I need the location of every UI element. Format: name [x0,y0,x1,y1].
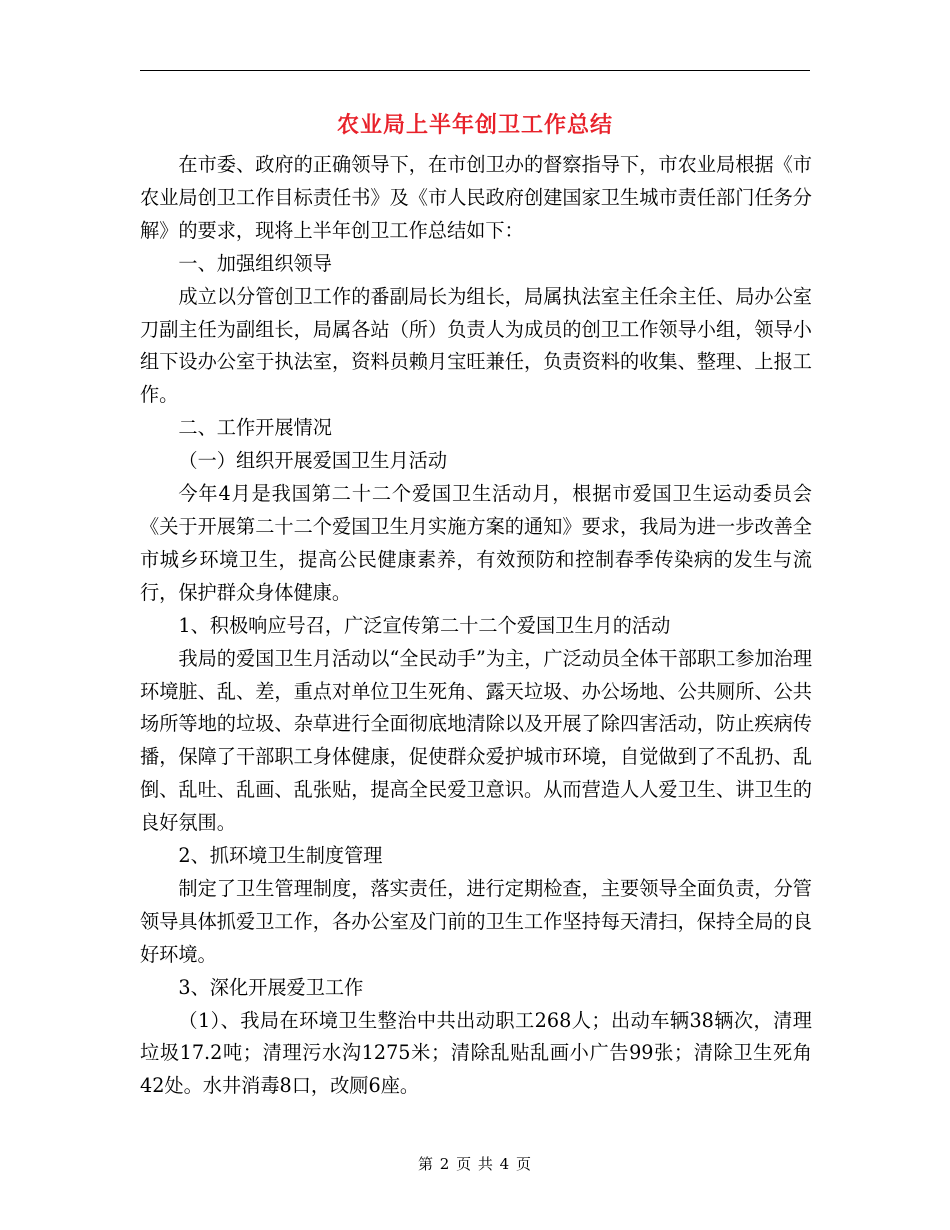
section-heading-2: 二、工作开展情况 [178,416,332,440]
body-paragraph: （1）、我局在环境卫生整治中共出动职工268人；出动车辆38辆次，清理垃圾17.2吨；清理污水沟1275米；清除乱贴乱画小广告99张；清除卫生死角42处。水井消毒8口，改厕6座。 [140,1008,812,1098]
body-paragraph: 制定了卫生管理制度，落实责任，进行定期检查，主要领导全面负责，分管领导具体抓爱卫工作，各办公室及门前的卫生工作坚持每天清扫，保持全局的良好环境。 [140,876,812,966]
header-rule [140,70,810,71]
subsection-heading: （一）组织开展爱国卫生月活动 [178,449,448,473]
item-heading-3: 3、深化开展爱卫工作 [178,975,364,999]
body-paragraph: 我局的爱国卫生月活动以“全民动手”为主，广泛动员全体干部职工参加治理环境脏、乱、差，重点对单位卫生死角、露天垃圾、办公场地、公共厕所、公共场所等地的垃圾、杂草进行全面彻底地清除以及开展了除四害活动，防止疾病传播，保障了干部职工身体健康，促使群众爱护城市环境，自觉做到了不乱扔、乱倒、乱吐、乱画、乱张贴，提高全民爱卫意识。从而营造人人爱卫生、讲卫生的良好氛围。 [140,646,813,835]
item-heading-1: 1、积极响应号召，广泛宣传第二十二个爱国卫生月的活动 [178,613,671,637]
item-heading-2: 2、抓环境卫生制度管理 [178,844,383,868]
intro-paragraph: 在市委、政府的正确领导下，在市创卫办的督察指导下，市农业局根据《市农业局创卫工作目标责任书》及《市人民政府创建国家卫生城市责任部门任务分解》的要求，现将上半年创卫工作总结如下： [140,153,812,242]
document-title: 农业局上半年创卫工作总结 [336,112,613,138]
body-paragraph: 成立以分管创卫工作的番副局长为组长，局属执法室主任余主任、局办公室刀副主任为副组长，局属各站（所）负责人为成员的创卫工作领导小组，领导小组下设办公室于执法室，资料员赖月宝旺兼任，负责资料的收集、整理、上报工作。 [140,284,812,407]
document-body [140,149,812,1103]
section-heading-1: 一、加强组织领导 [178,251,332,275]
body-paragraph: 今年4月是我国第二十二个爱国卫生活动月，根据市爱国卫生运动委员会《关于开展第二十二个爱国卫生月实施方案的通知》要求，我局为进一步改善全市城乡环境卫生，提高公民健康素养，有效预防和控制春季传染病的发生与流行，保护群众身体健康。 [140,482,812,604]
page-number-footer: 第 2 页 共 4 页 [418,1155,532,1173]
